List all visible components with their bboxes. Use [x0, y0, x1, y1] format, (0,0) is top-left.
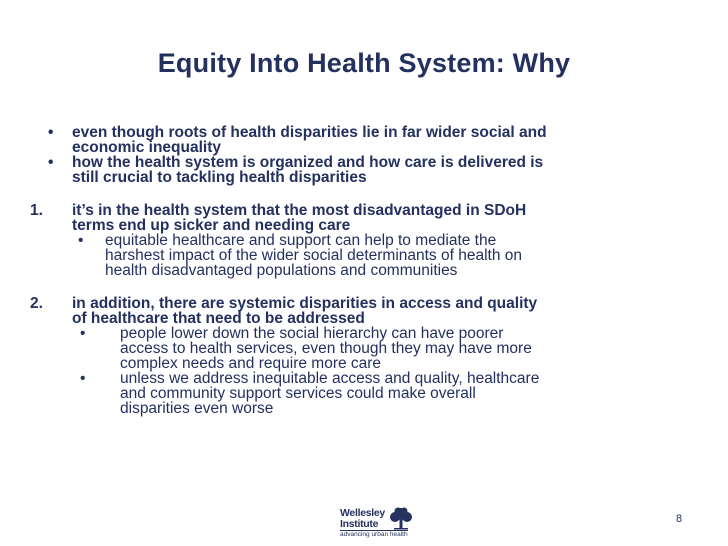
bullet-marker: •: [80, 370, 86, 387]
bullet-marker: •: [80, 325, 86, 342]
numbered-item-line: it’s in the health system that the most disadvantaged in SDoH: [72, 202, 527, 219]
numbered-item-line: in addition, there are systemic disparities in access and quality: [72, 295, 538, 312]
list-item: [30, 125, 680, 155]
sub-list-item-line: harshest impact of the wider social determinants of health on: [105, 247, 523, 264]
list-item-line: even though roots of health disparities lie in far wider social and: [72, 124, 547, 141]
logo-line-1: Wellesley: [340, 507, 385, 519]
slide-body: [30, 125, 680, 416]
logo-tagline: advancing urban health: [340, 531, 408, 538]
number-marker: 1.: [30, 202, 43, 219]
numbered-item-line: of healthcare that need to be addressed: [72, 310, 365, 327]
bullet-marker: •: [48, 124, 54, 141]
sub-list-item-line: unless we address inequitable access and quality, healthcare: [120, 370, 540, 387]
numbered-item: [30, 203, 680, 233]
numbered-item: [30, 296, 680, 326]
sub-list-item-line: access to health services, even though they may have more: [120, 340, 532, 357]
list-item-line: still crucial to tackling health disparities: [72, 169, 367, 186]
numbered-item-line: terms end up sicker and needing care: [72, 217, 351, 234]
bullet-marker: •: [78, 232, 84, 249]
sub-list-item-line: complex needs and require more care: [120, 355, 382, 372]
tree-icon: [388, 507, 414, 531]
sub-list-item: [30, 233, 680, 278]
page-number: 8: [676, 513, 683, 525]
sub-list-item-line: people lower down the social hierarchy can have poorer: [120, 325, 504, 342]
bullet-marker: •: [48, 154, 54, 171]
number-marker: 2.: [30, 295, 43, 312]
slide-title: Equity Into Health System: Why: [157, 48, 571, 78]
sub-list-item-line: disparities even worse: [120, 400, 274, 417]
logo-line-2: Institute: [340, 518, 379, 530]
sub-list-item-line: health disadvantaged populations and communities: [105, 262, 458, 279]
sub-list-item-line: and community support services could make overall: [120, 385, 476, 402]
list-item-line: how the health system is organized and how care is delivered is: [72, 154, 544, 171]
sub-list-item: [30, 326, 680, 371]
wellesley-institute-logo: [336, 505, 416, 539]
sub-list-item-line: equitable healthcare and support can help to mediate the: [105, 232, 497, 249]
list-item-line: economic inequality: [72, 139, 222, 156]
list-item: [30, 155, 680, 185]
sub-list-item: [30, 371, 680, 416]
